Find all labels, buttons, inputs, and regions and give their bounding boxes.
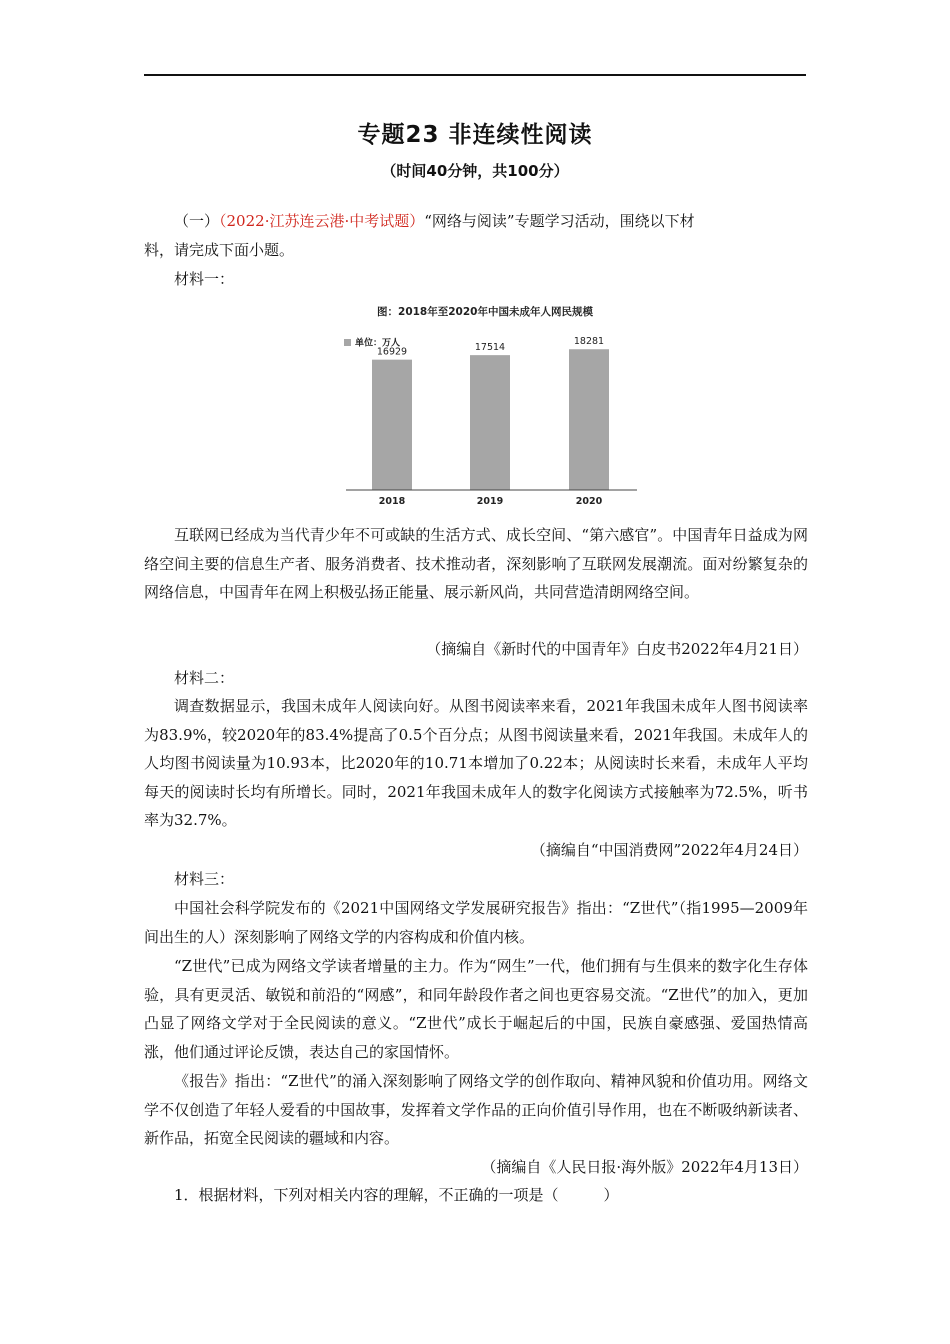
bar-2018 xyxy=(372,360,412,490)
x-tick-label: 2019 xyxy=(476,496,504,507)
material2-label: 材料二： xyxy=(174,669,235,687)
x-tick-label: 2018 xyxy=(378,496,406,507)
intro-source: （2022·江苏连云港·中考试题） xyxy=(219,212,425,230)
intro-paragraph xyxy=(144,207,808,264)
intro-text-2: 料，请完成下面小题。 xyxy=(144,240,295,259)
intro-text-1: “网络与阅读”专题学习活动，围绕以下材 xyxy=(424,212,695,230)
intro-prefix: （一） xyxy=(174,212,220,230)
material3-paragraph-2: “Z世代”已成为网络文学读者增量的主力。作为“网生”一代，他们拥有与生俱来的数字化生存体验，具有更灵活、敏锐和前沿的“网感”，和同年龄段作者之间也更容易交流。“Z世代”的加入，更加凸显了网络文学对于全民阅读的意义。“Z世代”成长于崛起后的中国，民族自豪感强、爱国热情高涨，他们通过评论反馈，表达自己的家国情怀。 xyxy=(144,957,808,1061)
x-tick-label: 2020 xyxy=(575,496,603,507)
material3-paragraph-3: 《报告》指出：“Z世代”的涌入深刻影响了网络文学的创作取向、精神风貌和价值功用。网络文学不仅创造了年轻人爱看的中国故事，发挥着文学作品的正向价值引导作用，也在不断吸纳新读者、新作品，拓宽全民阅读的疆域和内容。 xyxy=(144,1072,808,1148)
material3-paragraph-1: 中国社会科学院发布的《2021中国网络文学发展研究报告》指出：“Z世代”（指1995—2009年间出生的人）深刻影响了网络文学的内容构成和价值内核。 xyxy=(144,899,808,946)
material3-label: 材料三： xyxy=(174,870,235,888)
question-1: 1．根据材料，下列对相关内容的理解，不正确的一项是（ ） xyxy=(174,1186,619,1204)
chart-title: 图：2018年至2020年中国未成年人网民规模 xyxy=(377,306,593,318)
material2-citation: （摘编自“中国消费网”2022年4月24日） xyxy=(530,841,808,859)
bar-2020 xyxy=(569,349,609,490)
page-title: 专题23 非连续性阅读 xyxy=(357,122,593,148)
bar-value-label: 16929 xyxy=(376,346,408,358)
material1-citation: （摘编自《新时代的中国青年》白皮书2022年4月21日） xyxy=(426,640,808,658)
bar-chart-svg xyxy=(330,296,640,514)
header-rule xyxy=(144,74,806,76)
material3-citation: （摘编自《人民日报·海外版》2022年4月13日） xyxy=(481,1158,808,1176)
bar-value-label: 18281 xyxy=(573,336,605,348)
material2-paragraph: 调查数据显示，我国未成年人阅读向好。从图书阅读率来看，2021年我国未成年人图书阅读率为83.9%，较2020年的83.4%提高了0.5个百分点；从图书阅读量来看，2021年我国。未成年人的人均图书阅读量为10.93本，比2020年的10.71本增加了0.22本；从阅读时长来看，未成年人平均每天的阅读时长均有所增长。同时，2021年我国未成年人的数字化阅读方式接触率为72.5%，听书率为32.7%。 xyxy=(144,697,808,830)
bar-chart xyxy=(330,296,640,514)
bar-value-label: 17514 xyxy=(474,342,506,354)
page-subtitle: （时间40分钟，共100分） xyxy=(381,162,569,180)
bar-2019 xyxy=(470,355,510,490)
legend-swatch xyxy=(344,339,351,346)
material1-label: 材料一： xyxy=(174,270,235,288)
material1-paragraph: 互联网已经成为当代青少年不可或缺的生活方式、成长空间、“第六感官”。中国青年日益成为网络空间主要的信息生产者、服务消费者、技术推动者，深刻影响了互联网发展潮流。面对纷繁复杂的网络信息，中国青年在网上积极弘扬正能量、展示新风尚，共同营造清朗网络空间。 xyxy=(144,526,808,602)
legend-label: 单位：万人 xyxy=(355,338,401,349)
